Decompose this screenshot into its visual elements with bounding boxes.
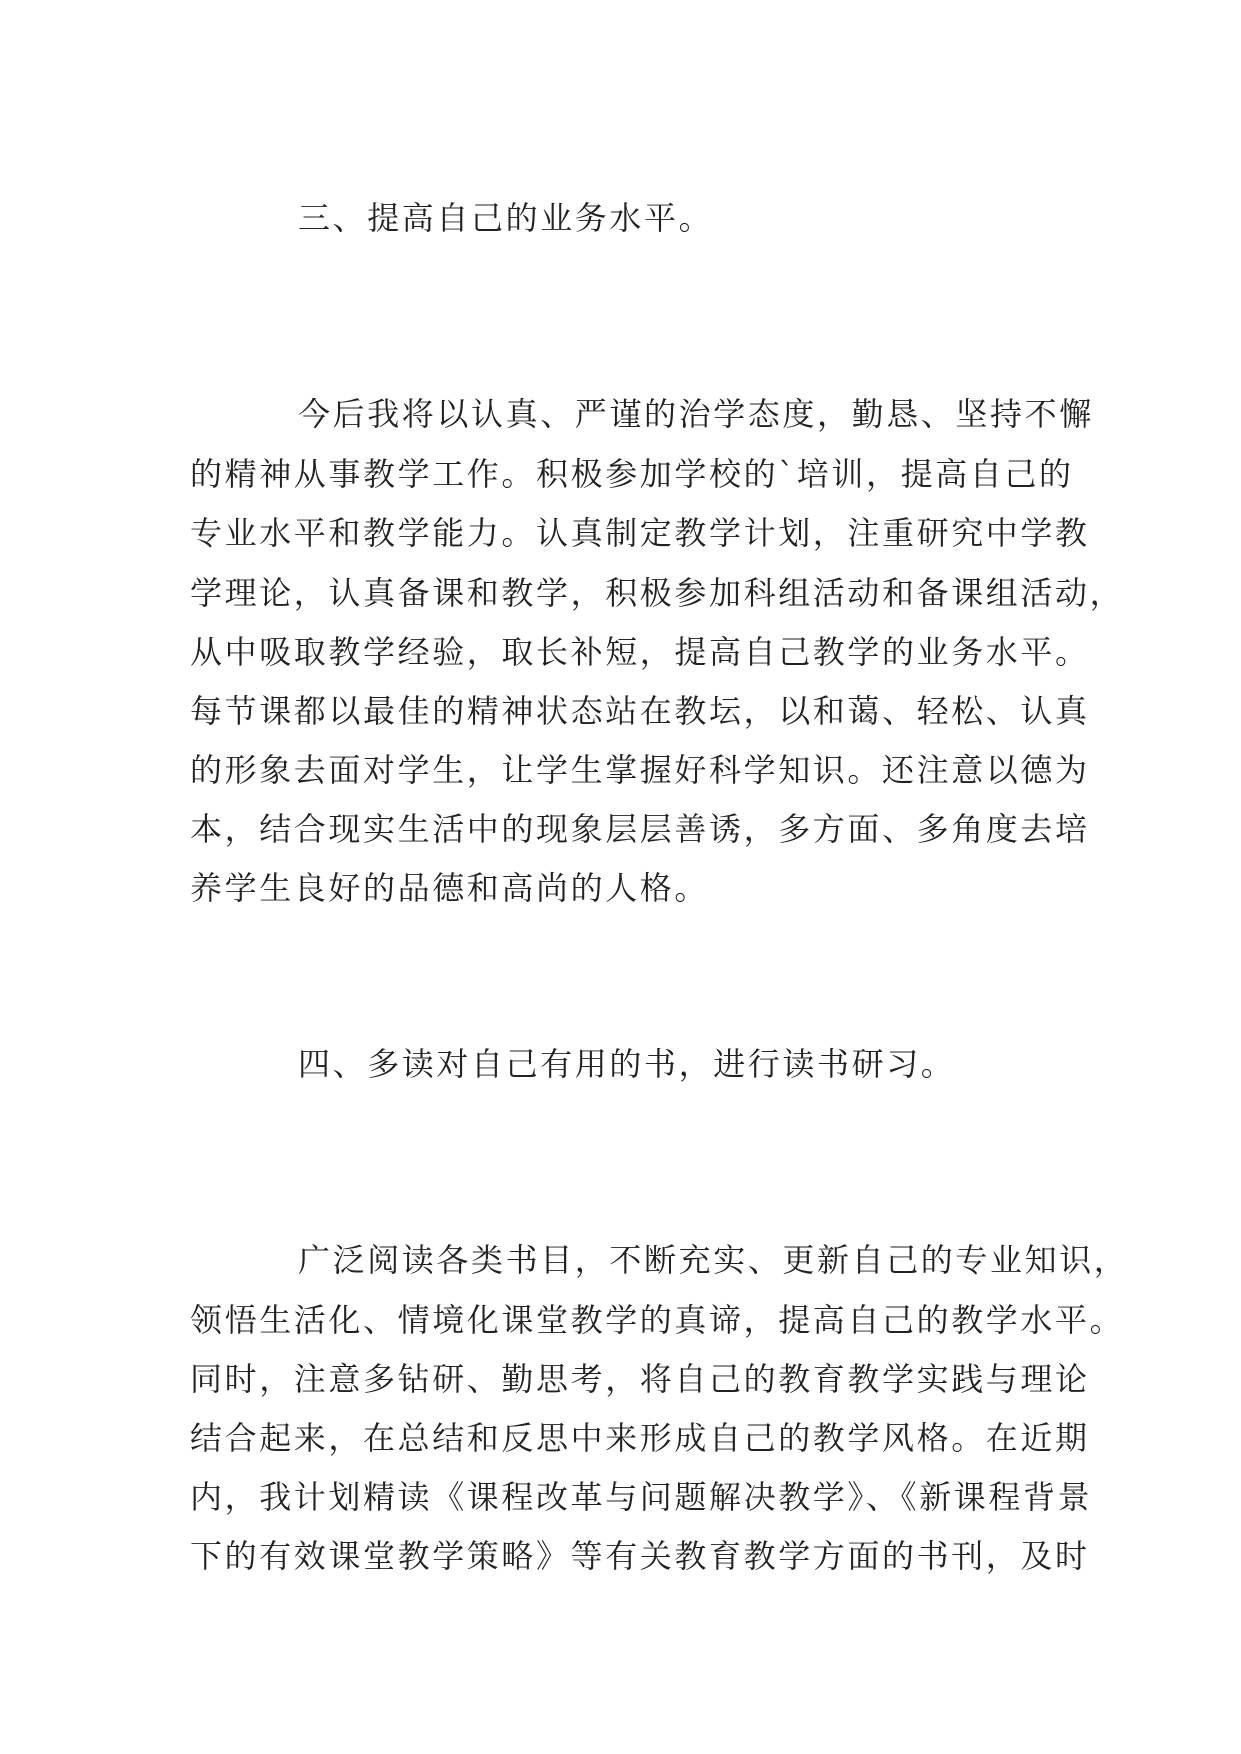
section-heading-3: 三、提高自己的业务水平。 bbox=[298, 199, 714, 237]
paragraph-line: 广泛阅读各类书目，不断充实、更新自己的专业知识， bbox=[298, 1241, 1129, 1279]
paragraph-line: 同时，注意多钻研、勤思考，将自己的教育教学实践与理论 bbox=[190, 1360, 1090, 1398]
paragraph-line: 学理论，认真备课和教学，积极参加科组活动和备课组活动， bbox=[190, 574, 1125, 612]
paragraph-line: 养学生良好的品德和高尚的人格。 bbox=[190, 869, 710, 907]
paragraph-line: 每节课都以最佳的精神状态站在教坛，以和蔼、轻松、认真 bbox=[190, 692, 1090, 730]
section-heading-4: 四、多读对自己有用的书，进行读书研习。 bbox=[298, 1045, 956, 1083]
paragraph-line: 的形象去面对学生，让学生掌握好科学知识。还注意以德为 bbox=[190, 751, 1090, 789]
paragraph-line: 领悟生活化、情境化课堂教学的真谛，提高自己的教学水平。 bbox=[190, 1301, 1125, 1339]
paragraph-line: 的精神从事教学工作。积极参加学校的`培训，提高自己的 bbox=[190, 455, 1074, 493]
paragraph-line: 本，结合现实生活中的现象层层善诱，多方面、多角度去培 bbox=[190, 810, 1090, 848]
paragraph-line: 专业水平和教学能力。认真制定教学计划，注重研究中学教 bbox=[190, 514, 1090, 552]
paragraph-line: 结合起来，在总结和反思中来形成自己的教学风格。在近期 bbox=[190, 1419, 1090, 1457]
paragraph-line: 从中吸取教学经验，取长补短，提高自己教学的业务水平。 bbox=[190, 633, 1090, 671]
paragraph-line: 下的有效课堂教学策略》等有关教育教学方面的书刊，及时 bbox=[190, 1537, 1090, 1575]
paragraph-line: 内，我计划精读《课程改革与问题解决教学》、《新课程背景 bbox=[190, 1478, 1093, 1516]
paragraph-line: 今后我将以认真、严谨的治学态度，勤恳、坚持不懈 bbox=[298, 395, 1094, 433]
